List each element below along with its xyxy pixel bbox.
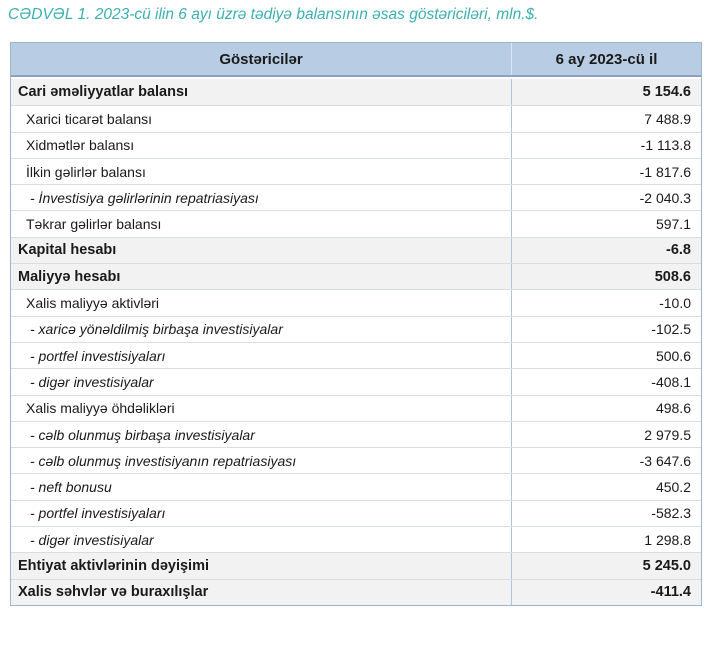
table-body <box>11 77 701 605</box>
row-value: 508.6 <box>511 264 701 289</box>
row-label: Xalis səhvlər və buraxılışlar <box>18 584 209 601</box>
row-value: -6.8 <box>511 238 701 263</box>
row-value: 5 245.0 <box>511 553 701 578</box>
table-row <box>11 552 701 578</box>
table-row <box>11 579 701 605</box>
row-label: - portfel investisiyaları <box>30 347 166 364</box>
table-row <box>11 473 701 499</box>
row-value: 5 154.6 <box>511 79 701 105</box>
table-row <box>11 210 701 236</box>
row-label: - neft bonusu <box>30 479 112 496</box>
table-row <box>11 421 701 447</box>
row-label: Xalis maliyyə aktivləri <box>26 295 160 312</box>
row-value: 2 979.5 <box>511 422 701 447</box>
row-label: - digər investisiyalar <box>30 373 154 390</box>
row-label: Xalis maliyyə öhdəlikləri <box>26 400 175 417</box>
row-value: -411.4 <box>511 580 701 605</box>
table-row <box>11 263 701 289</box>
table-row <box>11 237 701 263</box>
table-row <box>11 342 701 368</box>
table-row <box>11 105 701 131</box>
row-value: -10.0 <box>511 290 701 315</box>
table-row <box>11 132 701 158</box>
row-label: Kapital hesabı <box>18 242 117 259</box>
row-value: 7 488.9 <box>511 106 701 131</box>
row-label: - digər investisiyalar <box>30 531 154 548</box>
row-label: - cəlb olunmuş investisiyanın repatriasiyası <box>30 452 297 469</box>
row-label: - cəlb olunmuş birbaşa investisiyalar <box>30 426 255 443</box>
row-value: -3 647.6 <box>511 448 701 473</box>
table-row <box>11 316 701 342</box>
row-value: 498.6 <box>511 396 701 421</box>
table-row <box>11 184 701 210</box>
row-label: - İnvestisiya gəlirlərinin repatriasiyası <box>30 189 259 206</box>
table-header-row <box>11 43 701 77</box>
row-value: -582.3 <box>511 501 701 526</box>
row-value: 597.1 <box>511 211 701 236</box>
row-value: 450.2 <box>511 474 701 499</box>
row-value: -102.5 <box>511 317 701 342</box>
row-value: -2 040.3 <box>511 185 701 210</box>
row-value: -408.1 <box>511 369 701 394</box>
row-value: -1 113.8 <box>511 133 701 158</box>
row-label: Ehtiyat aktivlərinin dəyişimi <box>18 557 209 574</box>
row-value: -1 817.6 <box>511 159 701 184</box>
header-cell-indicators: Göstəricilər <box>219 50 303 68</box>
row-value: 500.6 <box>511 343 701 368</box>
row-label: Cari əməliyyatlar balansı <box>18 84 189 101</box>
table-row <box>11 79 701 105</box>
table-row <box>11 289 701 315</box>
table-caption: CƏDVƏL 1. 2023-cü ilin 6 ayı üzrə tədiyə balansının əsas göstəriciləri, mln.$. <box>8 6 539 23</box>
row-value: 1 298.8 <box>511 527 701 552</box>
table-row <box>11 526 701 552</box>
row-label: - xaricə yönəldilmiş birbaşa investisiyalar <box>30 321 283 338</box>
table-row <box>11 395 701 421</box>
table-row <box>11 158 701 184</box>
table-row <box>11 447 701 473</box>
row-label: İlkin gəlirlər balansı <box>26 163 146 180</box>
header-cell-period: 6 ay 2023-cü il <box>511 43 701 75</box>
row-label: - portfel investisiyaları <box>30 505 166 522</box>
row-label: Təkrar gəlirlər balansı <box>26 216 162 233</box>
row-label: Xidmətlər balansı <box>26 137 135 154</box>
row-label: Maliyyə hesabı <box>18 268 121 285</box>
balance-of-payments-table <box>10 42 702 606</box>
row-label: Xarici ticarət balansı <box>26 110 153 127</box>
table-row <box>11 500 701 526</box>
table-row <box>11 368 701 394</box>
